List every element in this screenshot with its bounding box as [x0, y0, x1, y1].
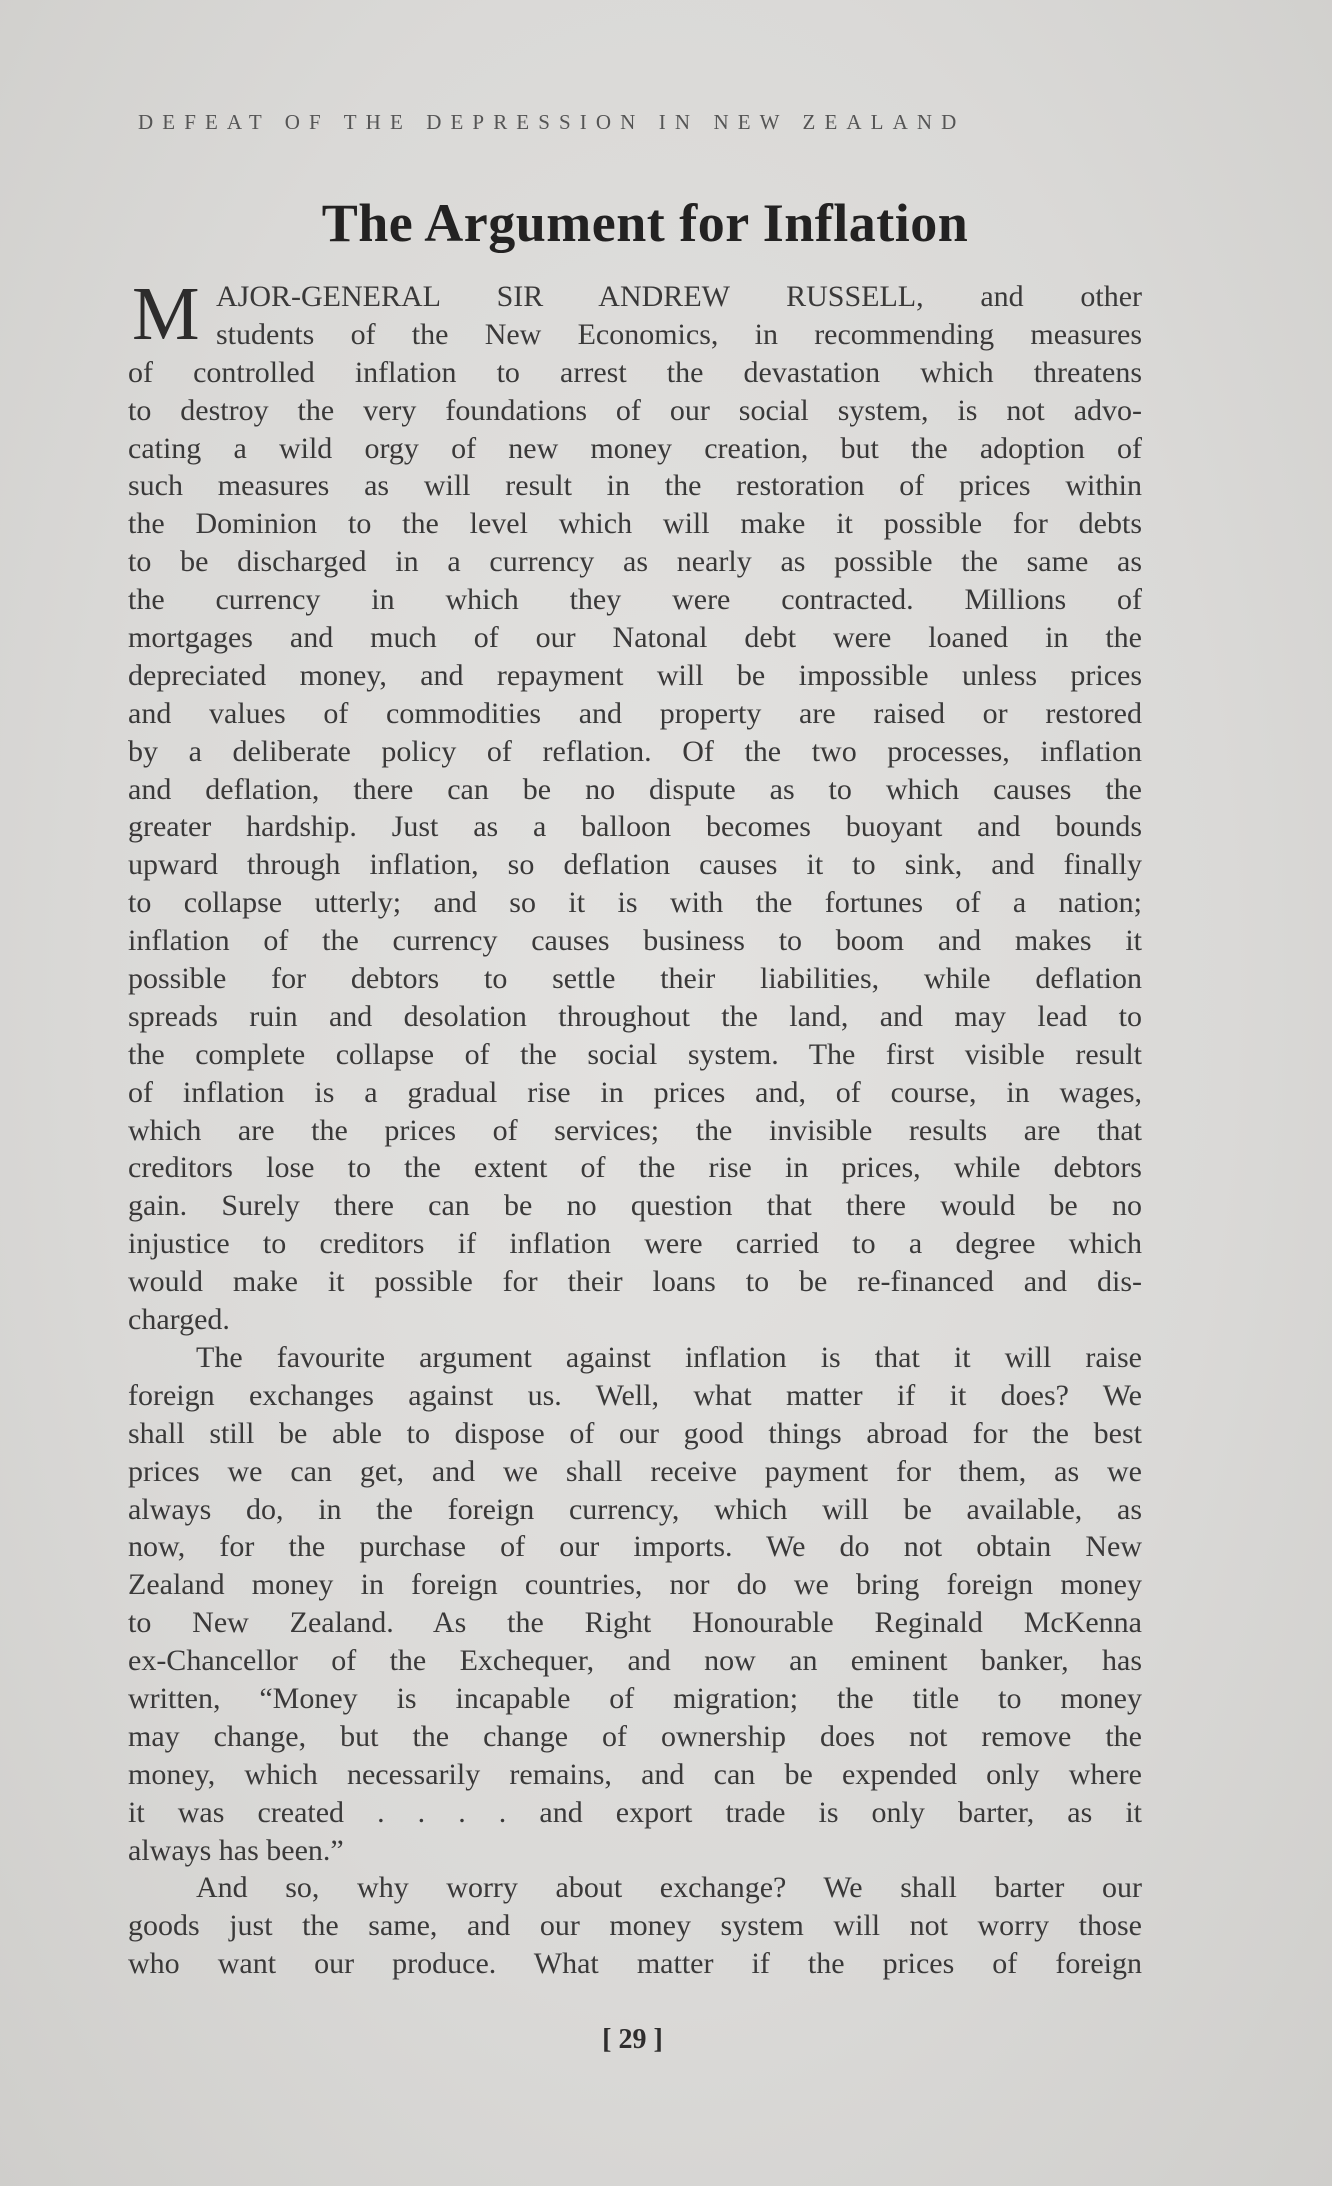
- text-line: inflation of the currency causes business to boom and makes it: [128, 924, 1142, 958]
- paragraph: [128, 1869, 1142, 1983]
- text-line: creditors lose to the extent of the rise in prices, while debtors: [128, 1151, 1142, 1185]
- text-line: Zealand money in foreign countries, nor do we bring foreign money: [128, 1568, 1142, 1602]
- text-line: it was created . . . . and export trade is only barter, as it: [128, 1795, 1142, 1829]
- text-line: to be discharged in a currency as nearly as possible the same as: [128, 545, 1142, 579]
- text-line: upward through inflation, so deflation causes it to sink, and finally: [128, 848, 1142, 882]
- text-line: to destroy the very foundations of our social system, is not advo-: [128, 393, 1142, 427]
- text-line: spreads ruin and desolation throughout the land, and may lead to: [128, 999, 1142, 1033]
- text-line: always do, in the foreign currency, which will be available, as: [128, 1492, 1142, 1526]
- text-line: ex-Chancellor of the Exchequer, and now an eminent banker, has: [128, 1644, 1142, 1678]
- text-line: and deflation, there can be no dispute as to which causes the: [128, 772, 1142, 806]
- article-body: [128, 272, 1142, 1983]
- text-line: shall still be able to dispose of our good things abroad for the best: [128, 1416, 1142, 1450]
- text-line: prices we can get, and we shall receive payment for them, as we: [128, 1454, 1142, 1488]
- text-line: such measures as will result in the restoration of prices within: [128, 469, 1142, 503]
- text-line: may change, but the change of ownership does not remove the: [128, 1719, 1142, 1753]
- text-line: now, for the purchase of our imports. We do not obtain New: [128, 1530, 1142, 1564]
- text-line: injustice to creditors if inflation were carried to a degree which: [128, 1227, 1142, 1261]
- text-line: and values of commodities and property are raised or restored: [128, 696, 1142, 730]
- text-line: written, “Money is incapable of migration; the title to money: [128, 1681, 1142, 1715]
- text-line: to collapse utterly; and so it is with the fortunes of a nation;: [128, 886, 1142, 920]
- text-line: mortgages and much of our Natonal debt were loaned in the: [128, 621, 1142, 655]
- text-line: money, which necessarily remains, and can be expended only where: [128, 1757, 1142, 1791]
- running-head: DEFEAT OF THE DEPRESSION IN NEW ZEALAND: [138, 110, 966, 134]
- text-line: always has been.”: [128, 1833, 344, 1867]
- text-line: by a deliberate policy of reflation. Of the two processes, inflation: [128, 734, 1142, 768]
- text-line: students of the New Economics, in recommending measures: [216, 317, 1142, 351]
- text-line: possible for debtors to settle their liabilities, while deflation: [128, 962, 1142, 996]
- text-line: depreciated money, and repayment will be impossible unless prices: [128, 658, 1142, 692]
- text-line: of inflation is a gradual rise in prices and, of course, in wages,: [128, 1075, 1142, 1109]
- text-line: to New Zealand. As the Right Honourable Reginald McKenna: [128, 1606, 1142, 1640]
- drop-cap: M: [132, 272, 200, 356]
- text-line: greater hardship. Just as a balloon becomes buoyant and bounds: [128, 810, 1142, 844]
- text-line: goods just the same, and our money system will not worry those: [128, 1909, 1142, 1943]
- page-title: The Argument for Inflation: [321, 193, 969, 253]
- page-number: [ 29 ]: [602, 2024, 663, 2055]
- text-line: the currency in which they were contracted. Millions of: [128, 583, 1142, 617]
- text-line: gain. Surely there can be no question that there would be no: [128, 1189, 1142, 1223]
- text-line: of controlled inflation to arrest the devastation which threatens: [128, 355, 1142, 389]
- paragraph: [128, 1339, 1142, 1869]
- text-line: would make it possible for their loans to be re-financed and dis-: [128, 1265, 1142, 1299]
- paragraph: [128, 272, 1142, 1339]
- text-line: which are the prices of services; the invisible results are that: [128, 1113, 1142, 1147]
- text-line: M AJOR-GENERAL SIR ANDREW RUSSELL, and other: [132, 272, 1142, 356]
- text-line: who want our produce. What matter if the prices of foreign: [128, 1947, 1142, 1981]
- text-line: the complete collapse of the social system. The first visible result: [128, 1037, 1142, 1071]
- text-line: cating a wild orgy of new money creation, but the adoption of: [128, 431, 1142, 465]
- text-line: the Dominion to the level which will make it possible for debts: [128, 507, 1142, 541]
- text-line: foreign exchanges against us. Well, what matter if it does? We: [128, 1378, 1142, 1412]
- text-line: charged.: [128, 1303, 230, 1337]
- text-line: The favourite argument against inflation is that it will raise: [196, 1340, 1142, 1374]
- text-line: And so, why worry about exchange? We shall barter our: [196, 1871, 1142, 1905]
